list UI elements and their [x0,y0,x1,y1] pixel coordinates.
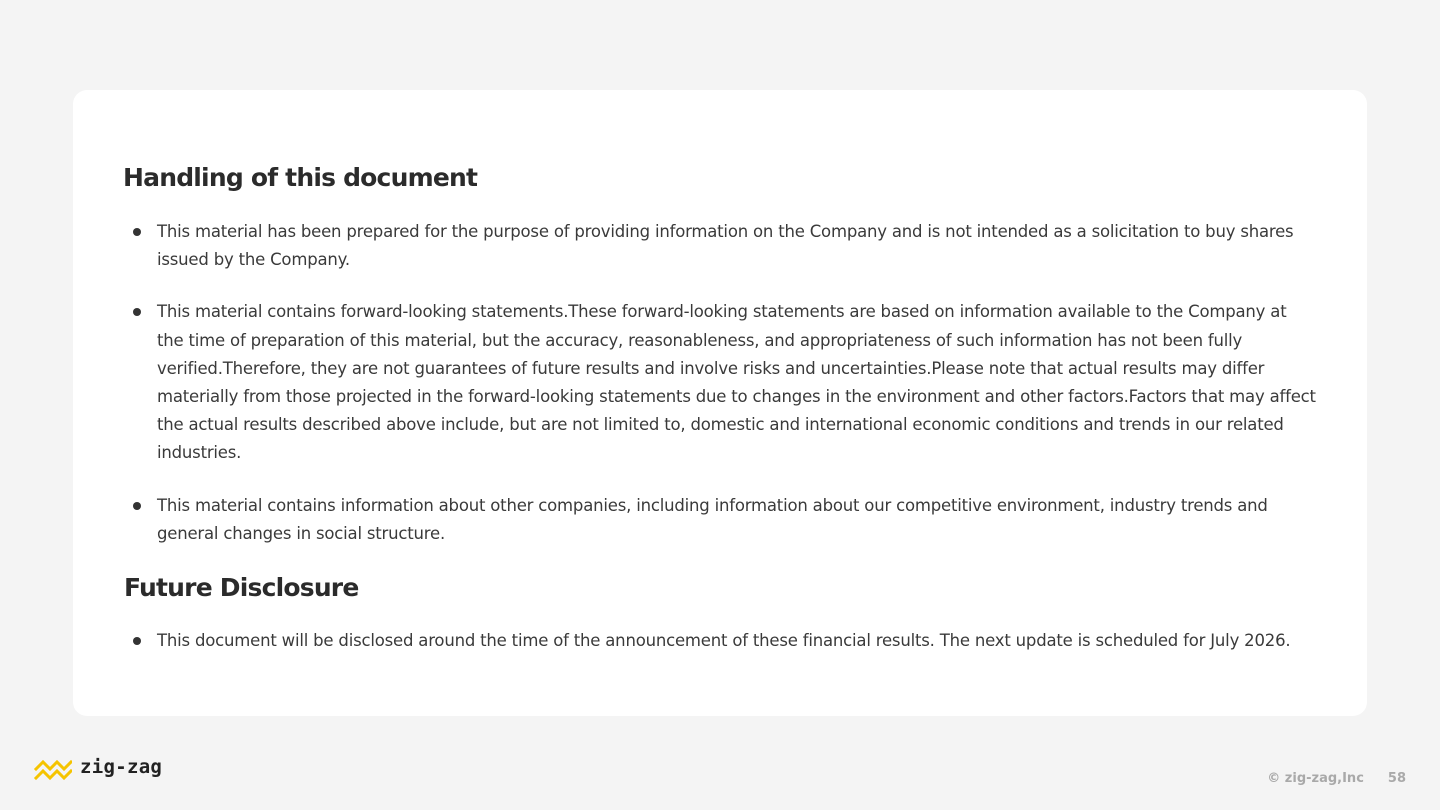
bullet-icon [133,502,141,510]
content-card [73,90,1367,716]
handling-bullet-list [123,218,1317,548]
list-item-text: This material has been prepared for the purpose of providing information on the Company and is not intended as a solicitation to buy shares issued by the Company. [157,222,1294,270]
disclosure-bullet-list [123,627,1317,655]
list-item [123,492,1317,548]
copyright-text: © zig-zag,Inc [1267,771,1364,786]
list-item-text: This material contains forward-looking statements.These forward-looking statements are based on information available to the Company at the time of preparation of this material, but the accuracy, reasonableness, and appropriateness of such information has not been fully verified.Therefore, they are not guarantees of future results and involve risks and uncertainties.Please note that actual results may differ materially from those projected in the forward-looking statements due to changes in the environment and other factors.Factors that may affect the actual results described above include, but are not limited to, domestic and international economic conditions and trends in our related industries. [157,302,1316,463]
section-title-future-disclosure: Future Disclosure [124,573,359,603]
section-title-handling: Handling of this document [123,163,478,192]
footer-meta [1267,771,1406,786]
page-number: 58 [1387,771,1406,786]
list-item [123,298,1317,467]
logo-wordmark: zig-zag [80,756,163,778]
list-item [123,218,1317,274]
footer-logo [34,752,162,786]
list-item-text: This document will be disclosed around the time of the announcement of these financial results. The next update is scheduled for July 2026. [157,631,1291,651]
list-item [123,627,1317,655]
bullet-icon [133,308,141,316]
zigzag-logo-icon [34,752,72,786]
bullet-icon [133,637,141,645]
list-item-text: This material contains information about other companies, including information about our competitive environment, industry trends and general changes in social structure. [157,495,1268,543]
bullet-icon [133,228,141,236]
